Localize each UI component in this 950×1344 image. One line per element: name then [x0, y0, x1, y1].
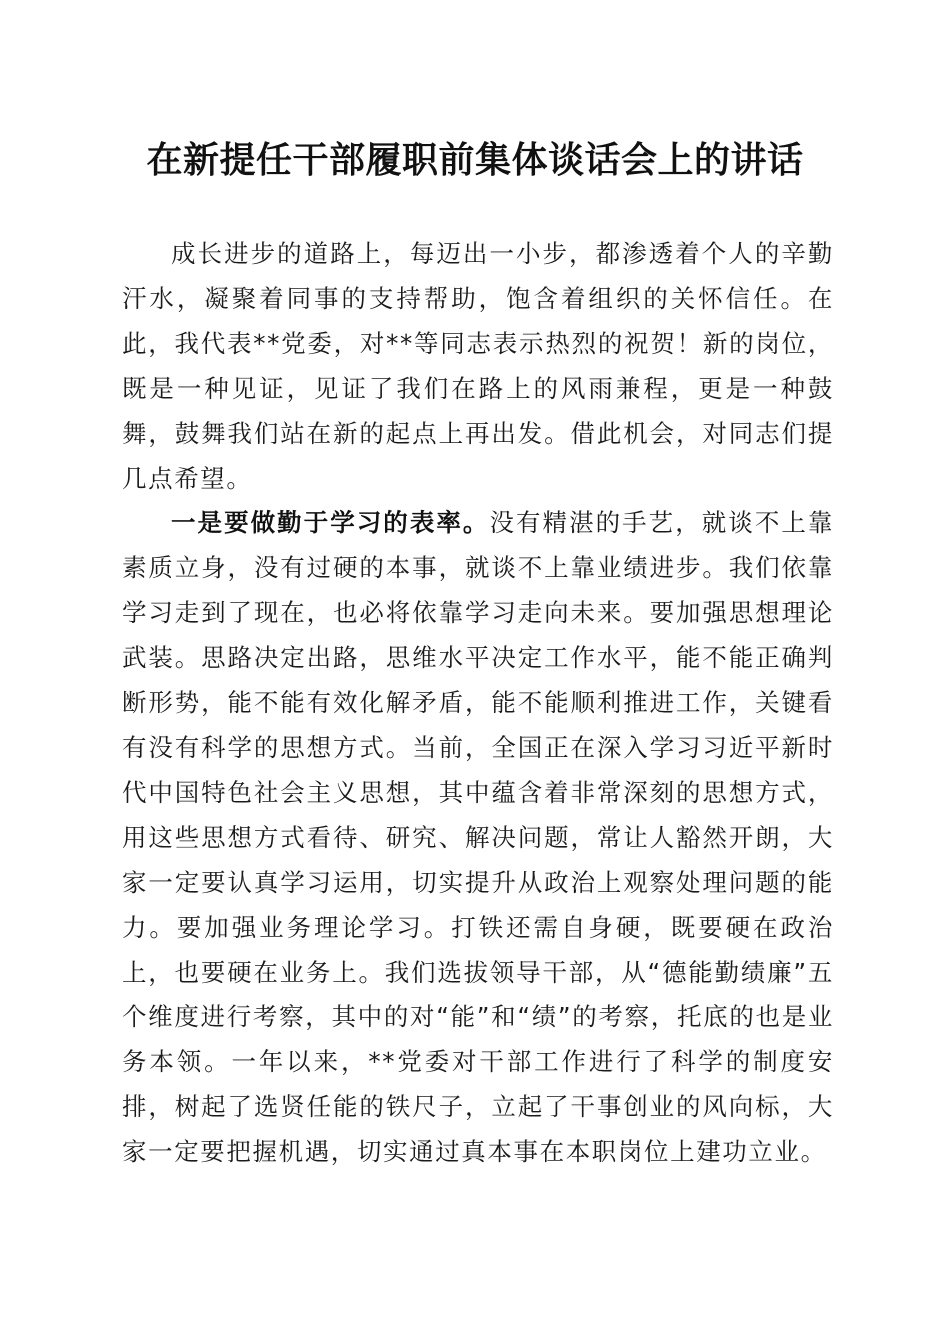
paragraph-intro — [122, 232, 834, 501]
document-title: 在新提任干部履职前集体谈话会上的讲话 — [146, 139, 804, 181]
document-body — [122, 232, 834, 1175]
paragraph-lead: 一是要做勤于学习的表率。 — [171, 508, 490, 538]
paragraph-text: 成长进步的道路上，每迈出一小步，都渗透着个人的辛勤汗水，凝聚着同事的支持帮助，饱含着组织的关怀信任。在此，我代表**党委，对**等同志表示热烈的祝贺！新的岗位，既是一种见证，见证了我们在路上的风雨兼程，更是一种鼓舞，鼓舞我们站在新的起点上再出发。借此机会，对同志们提几点希望。 — [122, 239, 834, 493]
paragraph-point-one — [122, 501, 834, 1175]
paragraph-text: 没有精湛的手艺，就谈不上靠素质立身，没有过硬的本事，就谈不上靠业绩进步。我们依靠学习走到了现在，也必将依靠学习走向未来。要加强思想理论武装。思路决定出路，思维水平决定工作水平，能不能正确判断形势，能不能有效化解矛盾，能不能顺利推进工作，关键看有没有科学的思想方式。当前，全国正在深入学习习近平新时代中国特色社会主义思想，其中蕴含着非常深刻的思想方式，用这些思想方式看待、研究、解决问题，常让人豁然开朗，大家一定要认真学习运用，切实提升从政治上观察处理问题的能力。要加强业务理论学习。打铁还需自身硬，既要硬在政治上，也要硬在业务上。我们选拔领导干部，从“德能勤绩廉”五个维度进行考察，其中的对“能”和“绩”的考察，托底的也是业务本领。一年以来，**党委对干部工作进行了科学的制度安排，树起了选贤任能的铁尺子，立起了干事创业的风向标，大家一定要把握机遇，切实通过真本事在本职岗位上建功立业。 — [122, 508, 834, 1167]
